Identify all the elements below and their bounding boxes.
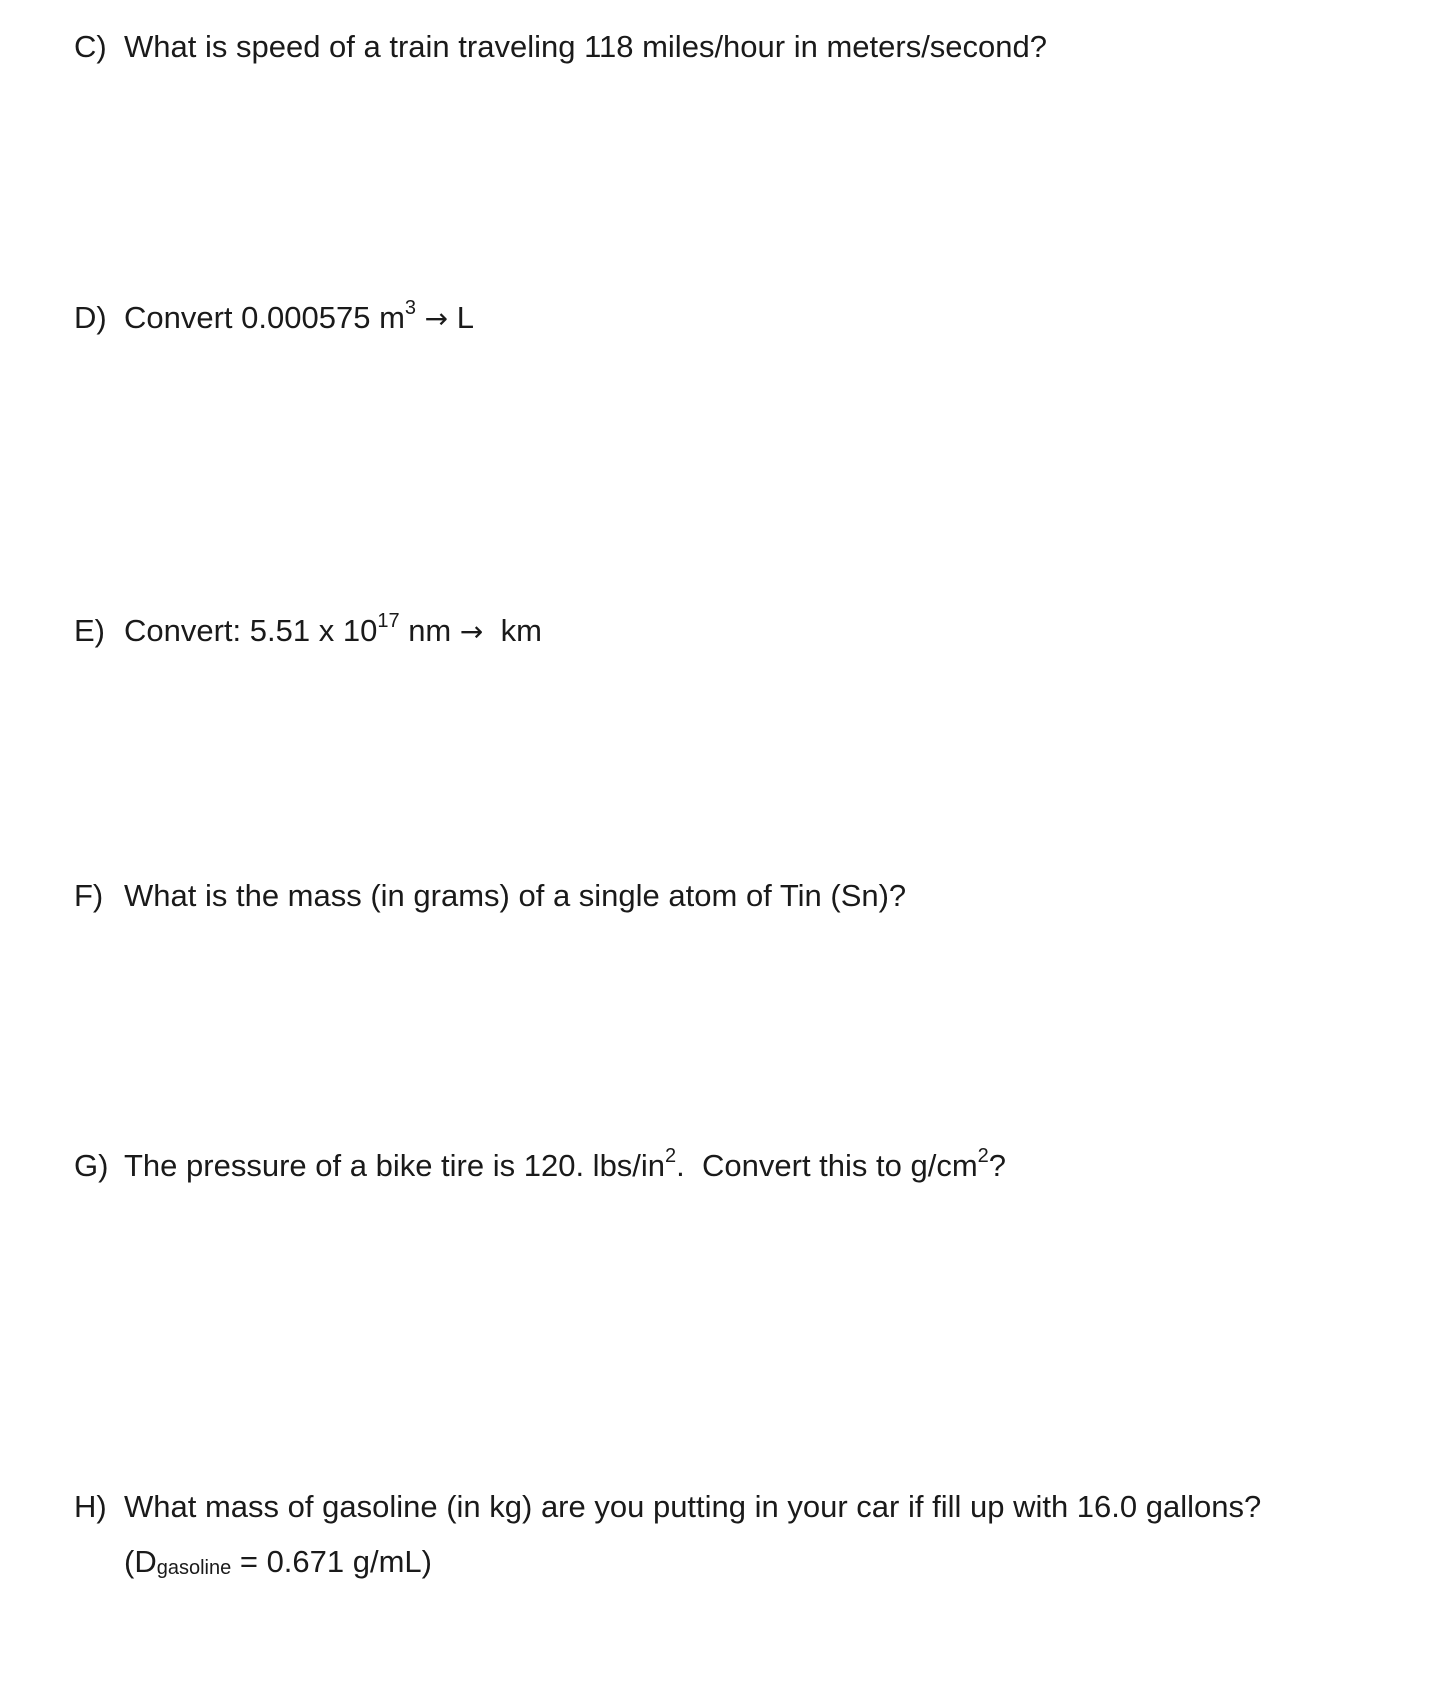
- density-value: = 0.671 g/mL): [231, 1544, 432, 1579]
- density-subscript: gasoline: [156, 1557, 232, 1579]
- right-arrow-icon: →: [424, 302, 449, 335]
- question-d-exponent: 3: [404, 297, 417, 319]
- question-f-letter: F): [74, 878, 104, 913]
- question-g-exponent-1: 2: [665, 1145, 677, 1167]
- question-e-target-unit: km: [500, 613, 542, 648]
- question-g-text: The pressure of a bike tire is 120. lbs/in: [124, 1148, 666, 1183]
- question-e-exponent: 17: [377, 610, 400, 632]
- question-g-exponent-2: 2: [977, 1145, 989, 1167]
- question-h-density: [124, 1542, 1261, 1582]
- question-e: [74, 611, 542, 652]
- question-c-letter: C): [74, 29, 107, 64]
- question-h-letter: H): [74, 1489, 107, 1524]
- question-d-letter: D): [74, 300, 107, 335]
- density-symbol: (D: [124, 1544, 157, 1579]
- question-g-letter: G): [74, 1148, 109, 1183]
- question-d: [74, 298, 474, 339]
- question-g-text-2: . Convert this to g/cm: [676, 1148, 978, 1183]
- question-h-text: What mass of gasoline (in kg) are you putting in your car if fill up with 16.0 gallons?: [124, 1489, 1262, 1524]
- question-d-text: Convert 0.000575 m: [124, 300, 405, 335]
- question-g: [74, 1146, 1006, 1186]
- question-c: [74, 27, 1047, 67]
- question-e-unit: nm: [399, 613, 460, 648]
- question-f-text: What is the mass (in grams) of a single atom of Tin (Sn)?: [124, 878, 907, 913]
- question-c-text: What is speed of a train traveling 118 miles/hour in meters/second?: [124, 29, 1048, 64]
- question-e-letter: E): [74, 613, 105, 648]
- question-d-target-unit: L: [456, 300, 474, 335]
- question-e-text: Convert: 5.51 x 10: [124, 613, 378, 648]
- question-g-end: ?: [988, 1148, 1007, 1183]
- question-f: [74, 876, 906, 916]
- right-arrow-icon: →: [459, 615, 484, 648]
- question-h: [74, 1487, 1261, 1582]
